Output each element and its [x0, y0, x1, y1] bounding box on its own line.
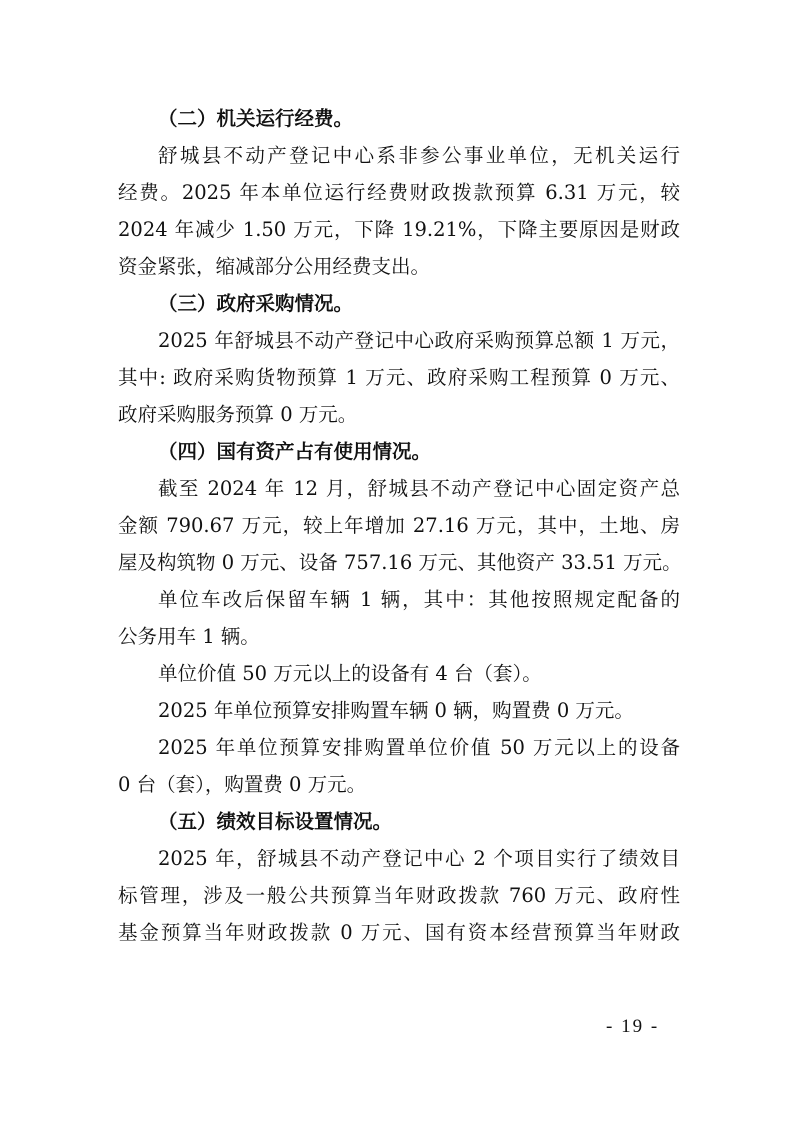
paragraph-line: 2025 年单位预算安排购置车辆 0 辆，购置费 0 万元。: [158, 699, 634, 722]
paragraph-line: 其中: 政府采购货物预算 1 万元、政府采购工程预算 0 万元、: [118, 366, 680, 389]
paragraph-line: 0 台（套），购置费 0 万元。: [118, 773, 367, 796]
paragraph-line: 截至 2024 年 12 月，舒城县不动产登记中心固定资产总: [158, 477, 680, 500]
section-heading-state-assets: （四）国有资产占有使用情况。: [158, 440, 432, 463]
paragraph-line: 单位车改后保留车辆 1 辆，其中：其他按照规定配备的: [158, 588, 680, 611]
paragraph-line: 屋及构筑物 0 万元、设备 757.16 万元、其他资产 33.51 万元。: [118, 551, 682, 574]
paragraph-line: 公务用车 1 辆。: [118, 625, 260, 648]
paragraph-line: 2025 年舒城县不动产登记中心政府采购预算总额 1 万元，: [158, 329, 680, 352]
paragraph-line: 政府采购服务预算 0 万元。: [118, 403, 358, 426]
paragraph-line: 经费。2025 年本单位运行经费财政拨款预算 6.31 万元，较: [118, 181, 680, 204]
paragraph-line: 2024 年减少 1.50 万元，下降 19.21%，下降主要原因是财政: [118, 218, 680, 241]
paragraph-line: 2025 年单位预算安排购置单位价值 50 万元以上的设备: [158, 736, 680, 759]
section-heading-performance-targets: （五）绩效目标设置情况。: [158, 810, 393, 833]
section-heading-government-procurement: （三）政府采购情况。: [158, 292, 354, 315]
section-heading-operating-costs: （二）机关运行经费。: [158, 107, 354, 130]
document-page: [118, 100, 680, 951]
paragraph-line: 基金预算当年财政拨款 0 万元、国有资本经营预算当年财政: [118, 921, 680, 944]
page-number: - 19 -: [606, 1016, 660, 1037]
paragraph-line: 2025 年，舒城县不动产登记中心 2 个项目实行了绩效目: [158, 847, 680, 870]
paragraph-line: 标管理，涉及一般公共预算当年财政拨款 760 万元、政府性: [118, 884, 680, 907]
paragraph-line: 金额 790.67 万元，较上年增加 27.16 万元，其中，土地、房: [118, 514, 680, 537]
paragraph-line: 舒城县不动产登记中心系非参公事业单位，无机关运行: [158, 144, 680, 167]
paragraph-line: 资金紧张，缩减部分公用经费支出。: [118, 255, 431, 278]
paragraph-line: 单位价值 50 万元以上的设备有 4 台（套）。: [158, 662, 542, 685]
